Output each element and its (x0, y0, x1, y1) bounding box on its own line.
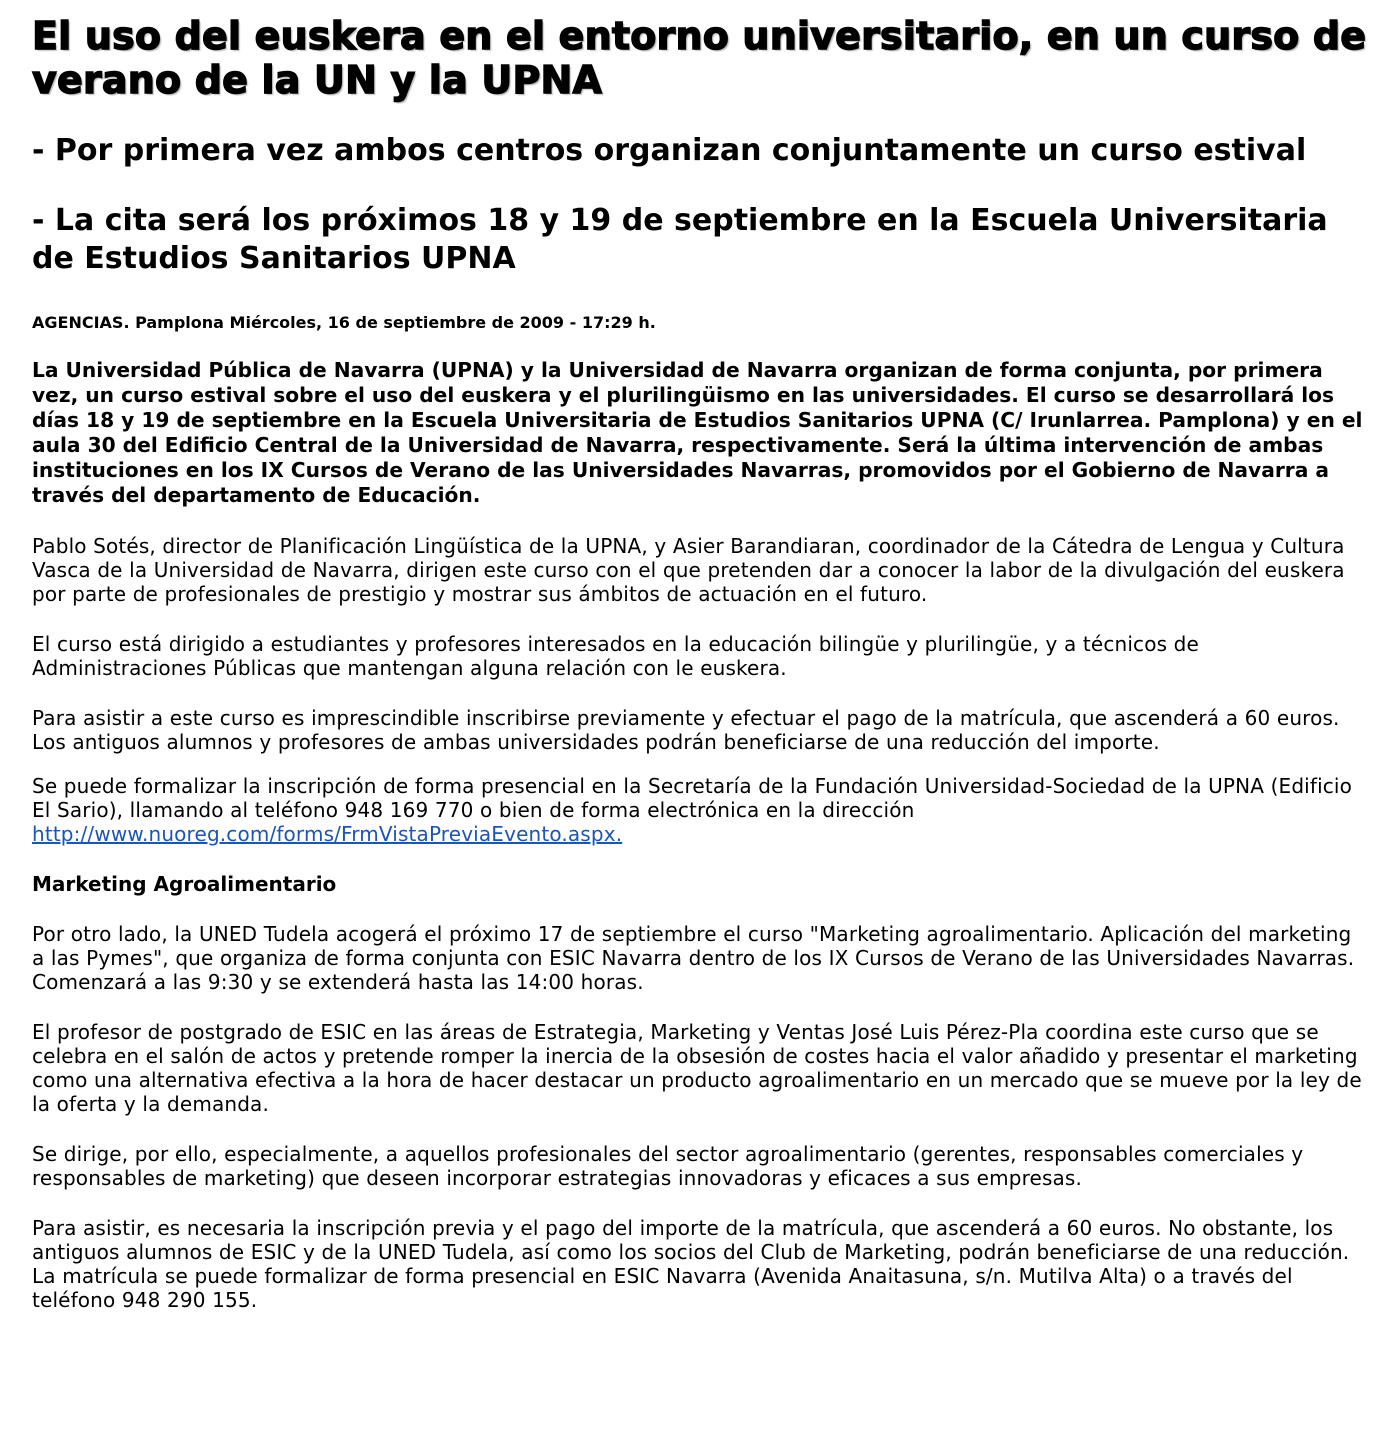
byline: AGENCIAS. Pamplona Miércoles, 16 de septiembre de 2009 - 17:29 h. (32, 313, 656, 332)
body-paragraph: Por otro lado, la UNED Tudela acogerá el próximo 17 de septiembre el curso "Marketing agroalimentario. Aplicación del marketing a las Pymes", que organiza de forma conjunta con ESIC Navarra dentro de los IX Cursos de Verano de las Universidades Navarras. Comenzará a las 9:30 y se extenderá hasta las 14:00 horas. (32, 922, 1355, 994)
registration-link[interactable]: http://www.nuoreg.com/forms/FrmVistaPreviaEvento.aspx. (32, 822, 623, 846)
section-heading: Marketing Agroalimentario (32, 872, 337, 896)
article (32, 14, 1368, 1312)
headline: El uso del euskera en el entorno universitario, en un curso de verano de la UN y la UPNA (32, 14, 1367, 102)
subhead-first: - Por primera vez ambos centros organizan conjuntamente un curso estival (32, 133, 1307, 168)
body-paragraph: El curso está dirigido a estudiantes y profesores interesados en la educación bilingüe y plurilingüe, y a técnicos de Administraciones Públicas que mantengan alguna relación con le euskera. (32, 632, 1199, 680)
body-paragraph: Se dirige, por ello, especialmente, a aquellos profesionales del sector agroalimentario (gerentes, responsables comerciales y responsables de marketing) que deseen incorporar estrategias innovadoras y eficaces a sus empresas. (32, 1142, 1304, 1190)
subhead-second: - La cita será los próximos 18 y 19 de septiembre en la Escuela Universitaria de Estudios Sanitarios UPNA (32, 203, 1328, 276)
body-paragraph: Para asistir, es necesaria la inscripción previa y el pago del importe de la matrícula, que ascenderá a 60 euros. No obstante, los antiguos alumnos de ESIC y de la UNED Tudela, así como los socios del Club de Marketing, podrán beneficiarse de una reducción. La matrícula se puede formalizar de forma presencial en ESIC Navarra (Avenida Anaitasuna, s/n. Mutilva Alta) o a través del teléfono 948 290 155. (32, 1216, 1350, 1312)
registration-paragraph (32, 774, 1368, 846)
body-paragraph: Pablo Sotés, director de Planificación Lingüística de la UPNA, y Asier Barandiaran, coordinador de la Cátedra de Lengua y Cultura Vasca de la Universidad de Navarra, dirigen este curso con el que pretenden dar a conocer la labor de la divulgación del euskera por parte de profesionales de prestigio y mostrar sus ámbitos de actuación en el futuro. (32, 534, 1345, 606)
body-paragraph: El profesor de postgrado de ESIC en las áreas de Estrategia, Marketing y Ventas José Luis Pérez-Pla coordina este curso que se celebra en el salón de actos y pretende romper la inercia de la obsesión de costes hacia el valor añadido y presentar el marketing como una alternativa efectiva a la hora de hacer destacar un producto agroalimentario en un mercado que se mueve por la ley de la oferta y la demanda. (32, 1020, 1362, 1116)
registration-text: Se puede formalizar la inscripción de forma presencial en la Secretaría de la Fundación Universidad-Sociedad de la UPNA (Edificio El Sario), llamando al teléfono 948 169 770 o bien de forma electrónica en la dirección (32, 774, 1353, 822)
body-paragraph: Para asistir a este curso es imprescindible inscribirse previamente y efectuar el pago de la matrícula, que ascenderá a 60 euros. Los antiguos alumnos y profesores de ambas universidades podrán beneficiarse de una reducción del importe. (32, 706, 1340, 754)
lead-paragraph: La Universidad Pública de Navarra (UPNA) y la Universidad de Navarra organizan de forma conjunta, por primera vez, un curso estival sobre el uso del euskera y el plurilingüismo en las universidades. El curso se desarrollará los días 18 y 19 de septiembre en la Escuela Universitaria de Estudios Sanitarios UPNA (C/ Irunlarrea. Pamplona) y en el aula 30 del Edificio Central de la Universidad de Navarra, respectivamente. Será la última intervención de ambas instituciones en los IX Cursos de Verano de las Universidades Navarras, promovidos por el Gobierno de Navarra a través del departamento de Educación. (32, 358, 1363, 507)
